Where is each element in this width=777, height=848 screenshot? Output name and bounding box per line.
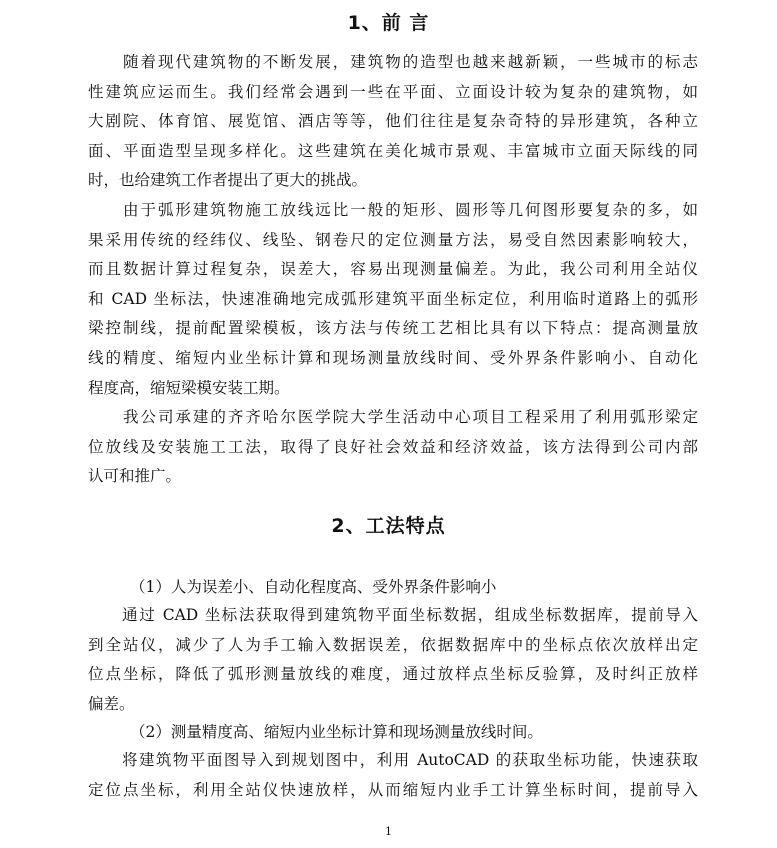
text-line: 位放线及安装施工工法，取得了良好社会效益和经济效益，该方法得到公司内部 xyxy=(88,437,698,456)
text-line: 定位点坐标，利用全站仪快速放样，从而缩短内业手工计算坐标时间，提前导入 xyxy=(88,780,698,799)
text-line: 随着现代建筑物的不断发展，建筑物的造型也越来越新颖，一些城市的标志 xyxy=(88,53,698,71)
text-line: 由于弧形建筑物施工放线远比一般的矩形、圆形等几何图形要复杂的多，如 xyxy=(88,201,698,219)
text-line: 大剧院、体育馆、展览馆、酒店等等，他们往往是复杂奇特的异形建筑，各种立 xyxy=(88,112,698,131)
text-line: 位点坐标，降低了弧形测量放线的难度，通过放样点坐标反验算，及时纠正放样 xyxy=(88,665,698,684)
text-line: 程度高，缩短梁模安装工期。 xyxy=(88,378,290,397)
text-line: 通过 CAD 坐标法获取得到建筑物平面坐标数据，组成坐标数据库，提前导入 xyxy=(88,606,698,624)
text-line: 我公司承建的齐齐哈尔医学院大学生活动中心项目工程采用了利用弧形梁定 xyxy=(88,408,698,426)
section-2-title: 2、工法特点 xyxy=(331,515,446,537)
feature-2-paragraph xyxy=(88,746,698,805)
text-line: 线的精度、缩短内业坐标计算和现场测量放线时间、受外界条件影响小、自动化 xyxy=(88,348,698,367)
text-line: 梁控制线，提前配置梁模板，该方法与传统工艺相比具有以下特点：提高测量放 xyxy=(88,319,698,338)
text-line: 果采用传统的经纬仪、线坠、钢卷尺的定位测量方法，易受自然因素影响较大， xyxy=(88,230,698,249)
feature-1-heading: （1）人为误差小、自动化程度高、受外界条件影响小 xyxy=(130,578,497,596)
page-number: 1 xyxy=(385,825,392,838)
text-line: 将建筑物平面图导入到规划图中，利用 AutoCAD 的获取坐标功能，快速获取 xyxy=(88,751,698,769)
section-1-title: 1、前 言 xyxy=(347,12,430,34)
text-line: 偏差。 xyxy=(88,694,135,713)
section-1-paragraph-1 xyxy=(88,48,698,196)
feature-1-paragraph xyxy=(88,601,698,719)
text-line: 性建筑应运而生。我们经常会遇到一些在平面、立面设计较为复杂的建筑物，如 xyxy=(88,82,698,101)
text-line: 到全站仪，减少了人为手工输入数据误差，依据数据库中的坐标点依次放样出定 xyxy=(88,635,698,654)
text-line: 而且数据计算过程复杂，误差大，容易出现测量偏差。为此，我公司利用全站仪 xyxy=(88,260,698,279)
text-line: 和 CAD 坐标法，快速准确地完成弧形建筑平面坐标定位，利用临时道路上的弧形 xyxy=(88,289,698,308)
text-line: 时，也给建筑工作者提出了更大的挑战。 xyxy=(88,171,368,190)
feature-2-heading: （2）测量精度高、缩短内业坐标计算和现场测量放线时间。 xyxy=(130,723,543,741)
text-line: 认可和推广。 xyxy=(88,467,182,486)
section-1-paragraph-3 xyxy=(88,403,698,492)
text-line: 面、平面造型呈现多样化。这些建筑在美化城市景观、丰富城市立面天际线的同 xyxy=(88,141,698,160)
section-1-paragraph-2 xyxy=(88,196,698,403)
